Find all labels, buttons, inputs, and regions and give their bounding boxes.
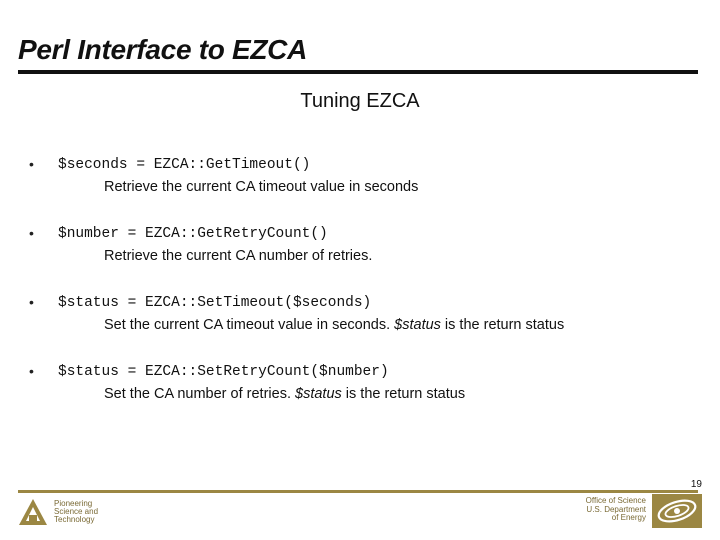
code-line: $seconds = EZCA::GetTimeout() <box>58 157 311 173</box>
item-description: Retrieve the current CA timeout value in seconds <box>104 179 419 195</box>
bullet-icon: • <box>29 225 34 241</box>
title-divider <box>18 70 698 74</box>
code-line: $status = EZCA::SetTimeout($seconds) <box>58 295 372 311</box>
bullet-icon: • <box>29 363 34 379</box>
footer-right-text: Office of Science U.S. Department of Energy <box>585 496 646 522</box>
code-line: $number = EZCA::GetRetryCount() <box>58 226 328 242</box>
item-description: Set the current CA timeout value in seconds. $status is the return status <box>104 317 565 333</box>
bullet-icon: • <box>29 294 34 310</box>
footer-left-text: Pioneering Science and Technology <box>54 499 99 524</box>
footer-divider <box>18 490 698 493</box>
item-description: Retrieve the current CA number of retries. <box>104 248 373 264</box>
argonne-triangle-logo-icon <box>18 498 48 526</box>
code-line: $status = EZCA::SetRetryCount($number) <box>58 364 389 380</box>
bullet-icon: • <box>29 156 34 172</box>
page-number: 19 <box>690 479 702 490</box>
doe-science-logo-icon <box>652 494 702 528</box>
slide-title: Perl Interface to EZCA <box>18 34 308 65</box>
slide-subtitle: Tuning EZCA <box>300 90 420 112</box>
item-description: Set the CA number of retries. $status is the return status <box>104 386 466 402</box>
